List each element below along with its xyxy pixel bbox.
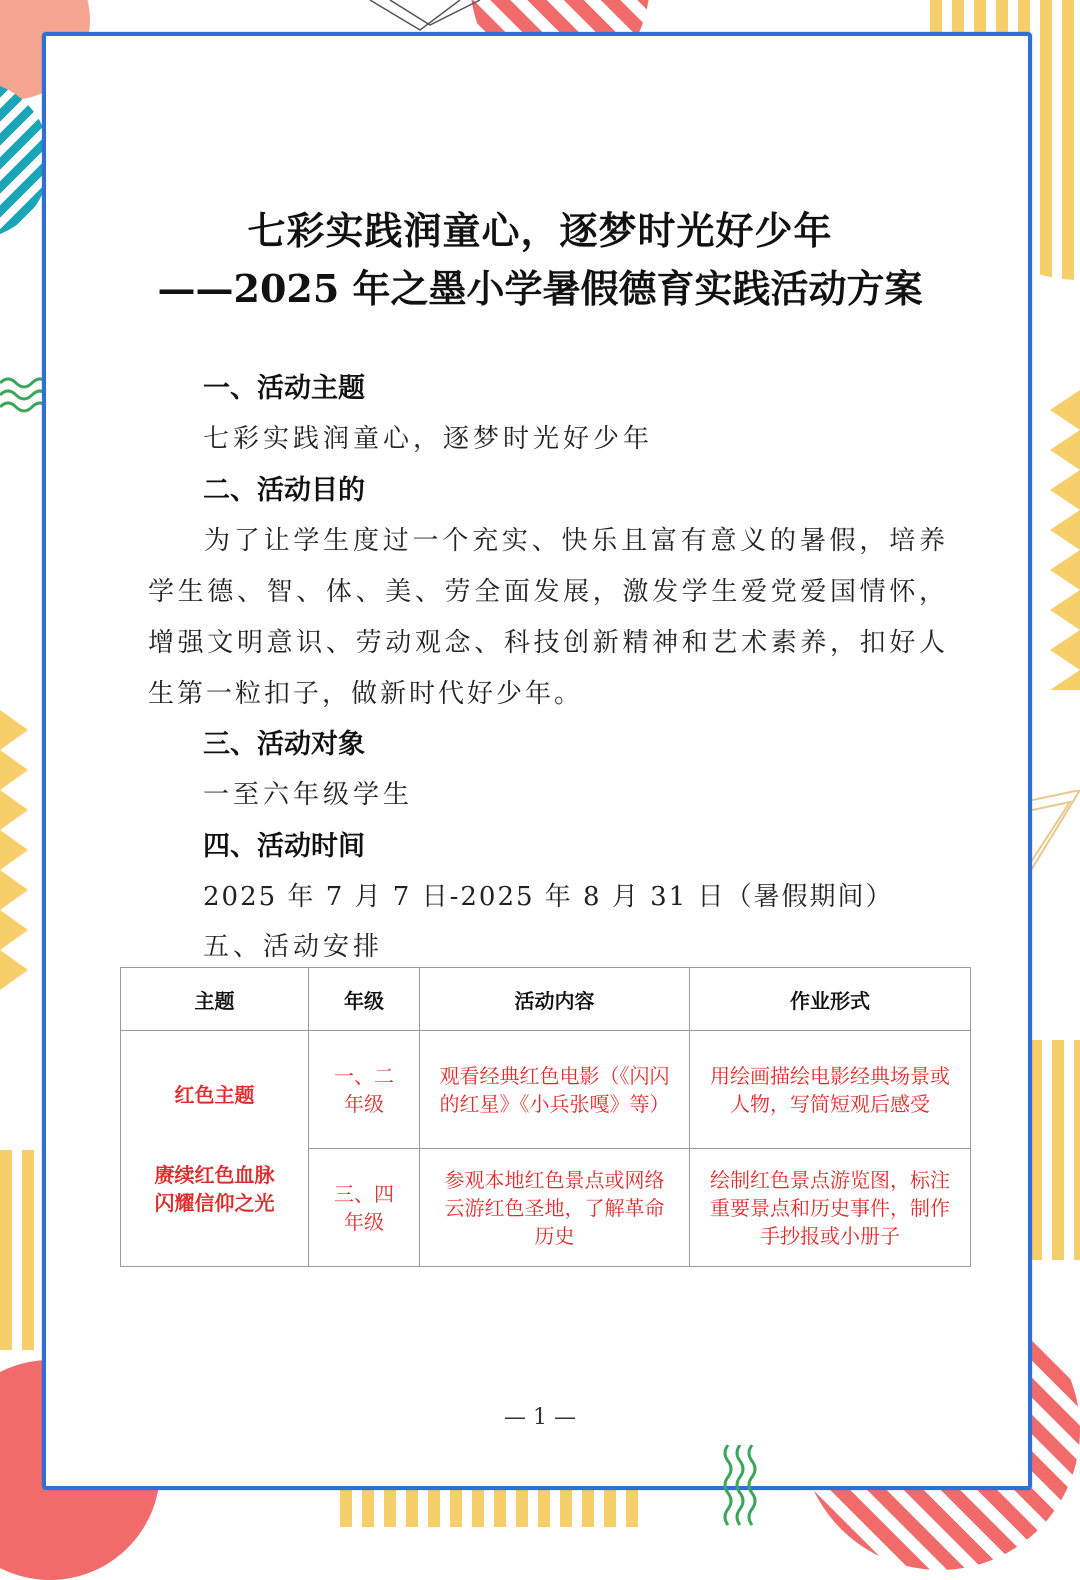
decor-yellow-stripes-right: [1030, 1040, 1080, 1260]
decor-yellow-stripes-left: [0, 1150, 42, 1350]
homework-cell: 用绘画描绘电影经典场景或人物，写简短观后感受: [690, 1031, 971, 1149]
theme-cell: [121, 1031, 309, 1267]
homework-cell: 绘制红色景点游览图，标注重要景点和历史事件，制作手抄报或小册子: [690, 1149, 971, 1267]
page-number: — 1 —: [504, 1405, 576, 1430]
decor-yellow-zigzag-left: [0, 710, 28, 1010]
section2-heading: 二、活动目的: [203, 475, 365, 506]
section2-text: 为了让学生度过一个充实、快乐且富有意义的暑假，培养学生德、智、体、美、劳全面发展，激发学生爱党爱国情怀，增强文明意识、劳动观念、科技创新精神和艺术素养，扣好人生第一粒扣子，做新时代好少年。: [148, 526, 948, 709]
decor-yellow-zigzag-right: [1050, 390, 1080, 690]
document-title: 七彩实践润童心，逐梦时光好少年: [247, 208, 833, 253]
section3-heading: 三、活动对象: [203, 729, 365, 760]
document-subtitle: ——2025 年之墨小学暑假德育实践活动方案: [157, 266, 923, 311]
section1-heading: 一、活动主题: [203, 373, 365, 404]
grade-cell: 三、四 年级: [309, 1149, 420, 1267]
grade-cell: 一、二 年级: [309, 1031, 420, 1149]
decor-green-waves-bottom: [722, 1445, 758, 1527]
content-cell: 参观本地红色景点或网络云游红色圣地，了解革命历史: [420, 1149, 690, 1267]
header-homework: 作业形式: [690, 968, 971, 1031]
section5-heading: 五、活动安排: [203, 932, 384, 962]
header-grade: 年级: [309, 968, 420, 1031]
header-theme: 主题: [121, 968, 309, 1031]
header-content: 活动内容: [420, 968, 690, 1031]
theme-title: 红色主题: [174, 1082, 255, 1107]
section4-text: 2025 年 7 月 7 日-2025 年 8 月 31 日（暑假期间）: [203, 882, 894, 912]
activity-table: [120, 967, 971, 1267]
content-cell: 观看经典红色电影（《闪闪的红星》《小兵张嘎》等）: [420, 1031, 690, 1149]
section1-text: 七彩实践润童心，逐梦时光好少年: [203, 424, 654, 454]
section4-heading: 四、活动时间: [203, 831, 365, 862]
theme-subtitle: 赓续红色血脉 闪耀信仰之光: [154, 1162, 275, 1215]
table-header-row: [121, 968, 971, 1031]
table-row: [121, 1031, 971, 1149]
section3-text: 一至六年级学生: [203, 780, 414, 810]
